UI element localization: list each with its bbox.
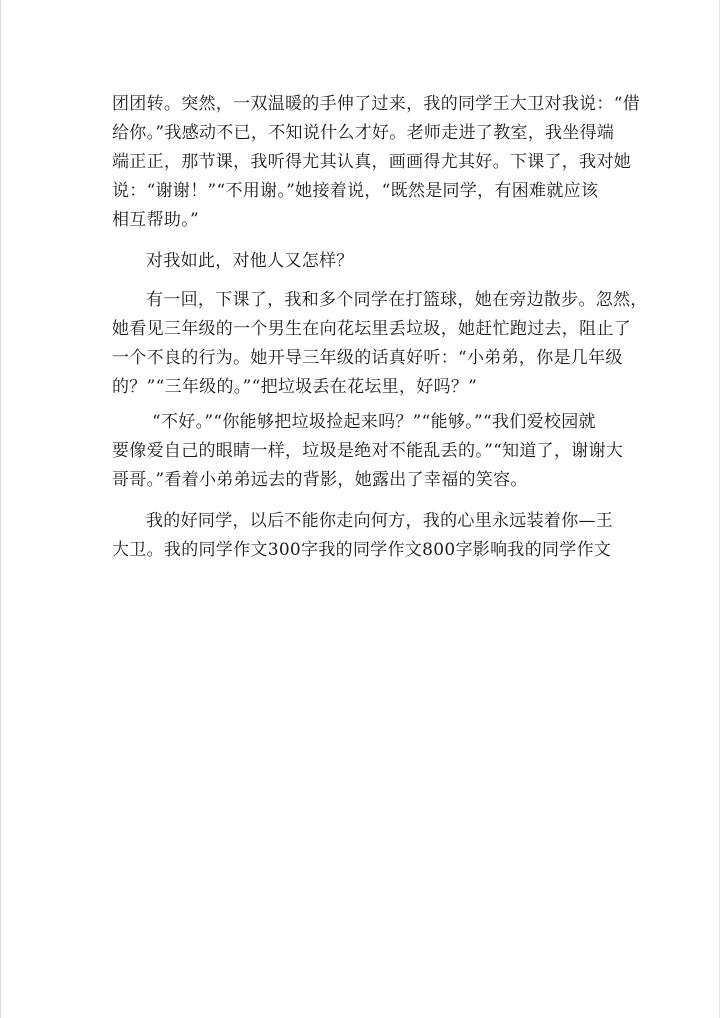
paragraph-4 — [112, 408, 624, 495]
paragraph-line: 哥哥。”看着小弟弟远去的背影，她露出了幸福的笑容。 — [112, 470, 528, 490]
document-body — [112, 90, 648, 565]
paragraph-line: 要像爱自己的眼睛一样，垃圾是绝对不能乱丢的。”“知道了，谢谢大 — [112, 441, 624, 461]
paragraph-3 — [112, 286, 648, 402]
paragraph-2 — [112, 247, 612, 276]
paragraph-line: 她看见三年级的一个男生在向花坛里丢垃圾，她赶忙跑过去，阻止了 — [112, 319, 631, 339]
paragraph-line: 说：“谢谢！”“不用谢。”她接着说，“既然是同学，有困难就应该 — [112, 181, 599, 201]
paragraph-line: 团团转。突然，一双温暖的手伸了过来，我的同学王大卫对我说：“借 — [112, 94, 640, 114]
paragraph-1 — [112, 90, 640, 235]
paragraph-line: 的？”“三年级的。”“把垃圾丢在花坛里，好吗？” — [112, 377, 478, 397]
paragraph-line: 我的好同学，以后不能你走向何方，我的心里永远装着你—王 — [146, 511, 614, 531]
paragraph-line: 端正正，那节课，我听得尤其认真，画画得尤其好。下课了，我对她 — [112, 152, 631, 172]
paragraph-line: 给你。”我感动不已，不知说什么才好。老师走进了教室，我坐得端 — [112, 123, 615, 143]
paragraph-line: 对我如此，对他人又怎样？ — [146, 251, 354, 271]
paragraph-line: 相互帮助。” — [112, 210, 199, 230]
paragraph-line: 大卫。我的同学作文300字我的同学作文800字影响我的同学作文 — [112, 540, 612, 560]
paragraph-line: “不好。”“你能够把垃圾捡起来吗？”“能够。”“我们爱校园就 — [152, 412, 596, 432]
paragraph-5 — [112, 507, 612, 565]
paragraph-line: 有一回，下课了，我和多个同学在打篮球，她在旁边散步。忽然， — [146, 290, 648, 310]
paragraph-line: 一个不良的行为。她开导三年级的话真好听：“小弟弟，你是几年级 — [112, 348, 623, 368]
